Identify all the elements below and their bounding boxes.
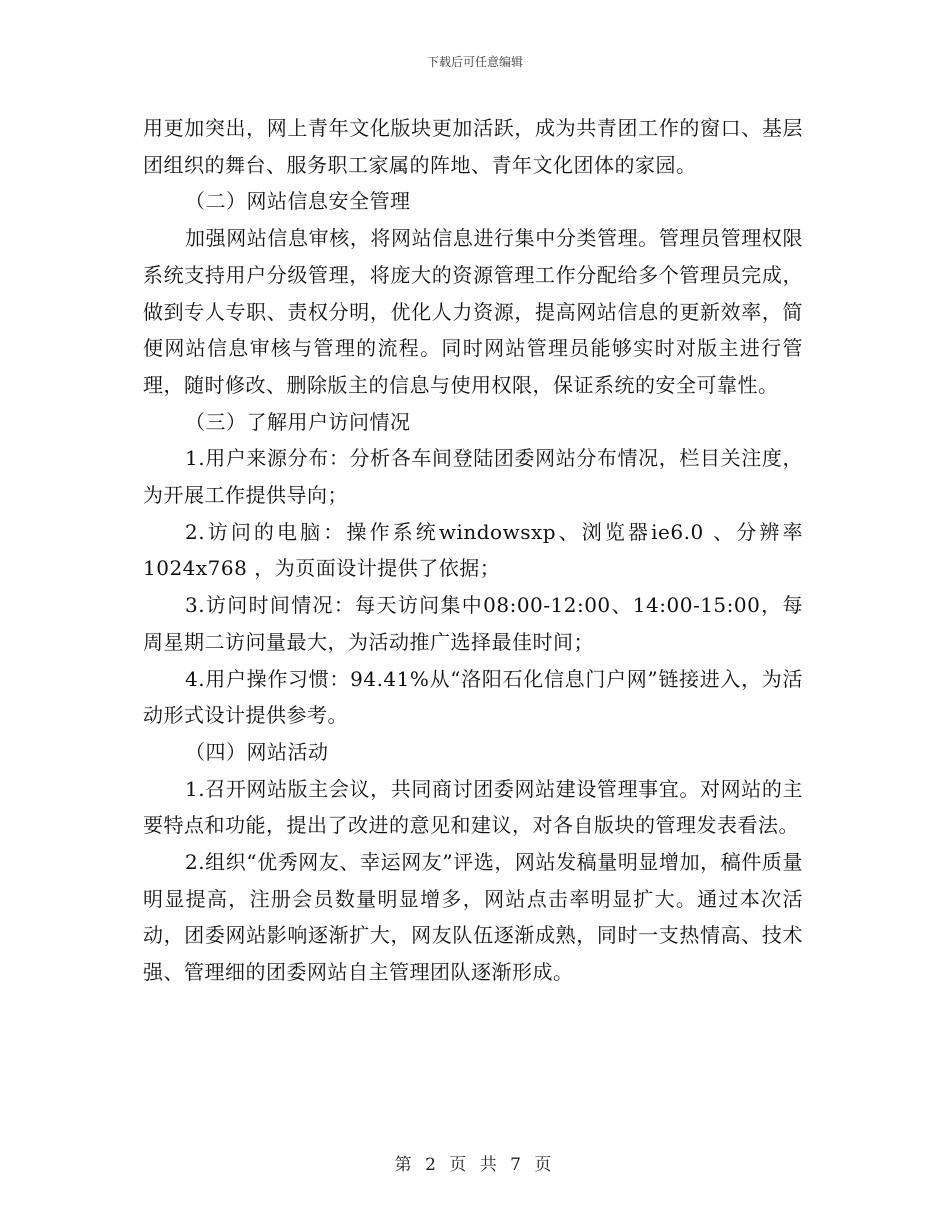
list-item-moderator-meeting: 1.召开网站版主会议，共同商讨团委网站建设管理事宜。对网站的主要特点和功能，提出了改进的意见和建议，对各自版块的管理发表看法。 xyxy=(143,776,803,838)
section-heading-3: （三）了解用户访问情况 xyxy=(185,409,411,434)
list-item-user-habit: 4.用户操作习惯：94.41%从“洛阳石化信息门户网”链接进入，为活动形式设计提供参考。 xyxy=(143,666,803,728)
section-heading-2: （二）网站信息安全管理 xyxy=(185,189,411,214)
list-item-visit-time: 3.访问时间情况：每天访问集中08:00-12:00、14:00-15:00，每周星期二访问量最大，为活动推广选择最佳时间； xyxy=(143,593,803,654)
page-header-note: 下载后可任意编辑 xyxy=(426,55,523,69)
document-body xyxy=(143,110,803,991)
list-item-selection: 2.组织“优秀网友、幸运网友”评选，网站发稿量明显增加，稿件质量明显提高，注册会员数量明显增多，网站点击率明显扩大。通过本次活动，团委网站影响逐渐扩大，网友队伍逐渐成熟，同时一支热情高、技术强、管理细的团委网站自主管理团队逐渐形成。 xyxy=(143,850,803,985)
page-number: 第 2 页 共 7 页 xyxy=(394,1155,556,1175)
paragraph-continuation: 用更加突出，网上青年文化版块更加活跃，成为共青团工作的窗口、基层团组织的舞台、服务职工家属的阵地、青年文化团体的家园。 xyxy=(143,116,803,177)
section-heading-4: （四）网站活动 xyxy=(185,739,329,764)
list-item-user-source: 1.用户来源分布：分析各车间登陆团委网站分布情况，栏目关注度，为开展工作提供导向； xyxy=(143,446,803,508)
list-item-computer: 2.访问的电脑：操作系统windowsxp、浏览器ie6.0 、分辨率1024x768 ，为页面设计提供了依据； xyxy=(143,519,803,581)
paragraph-security: 加强网站信息审核，将网站信息进行集中分类管理。管理员管理权限系统支持用户分级管理，将庞大的资源管理工作分配给多个管理员完成，做到专人专职、责权分明，优化人力资源，提高网站信息的更新效率，简便网站信息审核与管理的流程。同时网站管理员能够实时对版主进行管理，随时修改、删除版主的信息与使用权限，保证系统的安全可靠性。 xyxy=(143,226,803,397)
